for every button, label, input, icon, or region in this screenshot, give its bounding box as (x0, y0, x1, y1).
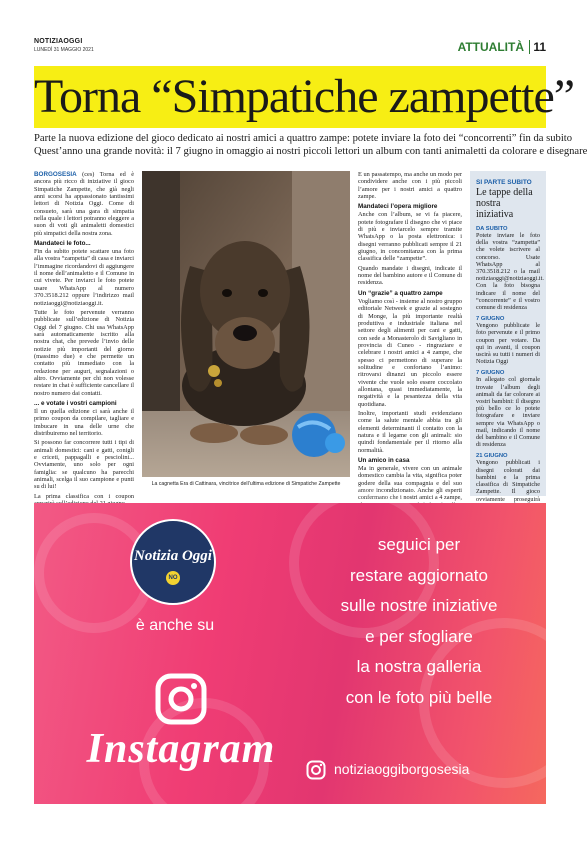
article-paragraph: Anche con l’album, se vi fa piacere, potete fotografare il disegno che vi piace di più e inviarcelo sempre tramite WhatsApp o la posta elettronica: i disegni verranno pubblicati sempre il 21 giugno, in concomitanza con la prima classifica delle “zampette”. (358, 211, 462, 263)
article-paragraph: Quando mandate i disegni, indicate il nome del bambino autore e il Comune di residenza. (358, 264, 462, 287)
sidebar-step-text: In allegato col giornale trovate l’album degli animali da far colorare ai vostri bambini: il disegno più bello ce lo potete fotografare e inviare sempre via WhatsApp o mail, indicando il nome del bambino e il Comune di residenza (476, 376, 540, 449)
ad-message-line: seguici per (377, 535, 461, 554)
page-number: 11 (533, 40, 546, 54)
page-title: Torna “Simpatiche zampette” (34, 70, 575, 123)
article-column-2 (358, 171, 462, 502)
ad-message-line: e per sfogliare (365, 626, 473, 646)
sidebar-step-label: 7 GIUGNO (476, 316, 505, 323)
subheadline-line: Quest’anno una grande novità: il 7 giugno in omaggio ai nostri piccoli lettori un album con tanti animaletti da colorare e disegnare (34, 145, 587, 157)
dog-illustration (142, 171, 350, 477)
logo-badge: NO (166, 571, 180, 585)
notizia-oggi-logo (130, 519, 216, 605)
dog-photo (142, 171, 350, 477)
ad-anche-su: è anche su (135, 617, 215, 634)
article-subheading: Un “grazie” a quattro zampe (358, 289, 443, 297)
photo-caption: La cagnetta Era di Cattinara, vincitrice dell’ultima edizione di Simpatiche Zampette (151, 481, 341, 487)
sidebar-step-text: Vengono pubblicate le foto pervenute e il primo coupon per votare. Da qui in avanti, il coupon uscirà su tutti i numeri di Notizia Oggi (476, 322, 540, 366)
subheadline-line: Parte la nuova edizione del gioco dedicato ai nostri amici a quattro zampe: potete inviare la foto dei “concorrenti” fin da subito (34, 133, 573, 144)
sidebar-step-text: Vengono pubblicati i disegni colorati dai bambini e la prima classifica di Simpatiche Zampette. Il gioco ovviamente proseguirà (476, 459, 540, 503)
sidebar-step-label: DA SUBITO (476, 226, 508, 232)
article-paragraph: Ma in generale, vivere con un animale domestico cambia la vita, significa poter godere della sua compagnia e del suo amore incondizionato. Anche gli esperti confermano che i nostri amici a 4 zampe, (358, 465, 462, 502)
instagram-icon (155, 673, 207, 725)
article-paragraph: Inoltre, importanti studi evidenziano come la salute mentale abbia tra gli elementi determinanti il contatto con la natura e il legame con gli animali: sio quindi fondamentale per il ritorno alla normalità. (358, 409, 462, 454)
sidebar-step-label: 21 GIUGNO (476, 453, 508, 460)
paragraph-text: (ces) Torna ed è ancora più ricco di iniziative il gioco Simpatiche Zampette, che già negli anni scorsi ha appassionato tantissimi lettori di Notizia Oggi. Come di consueto, sarà una gara di simpatia nella quale i lettori potranno eleggere a suon di voti gli animaletti domestici più simpatici della nostra zona. (34, 171, 134, 237)
instagram-handle[interactable]: notiziaoggiborgosesia (334, 761, 470, 777)
article-subheading: ... e votate i vostri campioni (34, 399, 117, 407)
headline-band (34, 66, 575, 128)
section-divider (529, 40, 530, 54)
article-paragraph: La prima classifica con i coupon (34, 492, 134, 500)
ad-message-line: la nostra galleria (356, 657, 482, 676)
article-paragraph: Fin da subito potete scattare una foto alla vostra “zampetta” di casa e inviarci l’immagine ricordandovi di aggiungere il nome dell’animaletto e il Comune in cui vivete. Per inviarci le foto potete usare WhatsApp al numero 370.3518.212 oppure l’indirizzo mail notiziaoggi@notiziaoggi.it. (34, 248, 134, 307)
article-paragraph (34, 171, 134, 237)
publication-name: NOTIZIAOGGI (34, 38, 83, 45)
sidebar-step-text: Potete inviare le foto della vostra “zampetta” che volete iscrivere al concorso. Usate WhatsApp al 370.3518.212 o la mail notiziaoggi@notiziaoggi.it. Con la foto bisogna indicare il nome del “concorrente” e il vostro comune di residenza (476, 232, 544, 312)
section-name: ATTUALITÀ (457, 40, 524, 54)
instagram-wordmark: Instagram (86, 726, 276, 772)
instagram-small-icon (306, 760, 326, 780)
subheadline (34, 133, 587, 158)
sidebar-step-label: 7 GIUGNO (476, 370, 505, 377)
ad-message-line: sulle nostre iniziative (340, 596, 498, 615)
sidebar-kicker: SI PARTE SUBITO (476, 179, 532, 186)
article-subheading: Mandateci le foto... (34, 240, 91, 248)
article-paragraph: Tutte le foto pervenute verranno pubblicate sull’edizione di Notizia Oggi del 7 giugno. Chi usa WhatsApp sarà automaticamente iscritto alla nostra chat, che prevede l’invio delle notizie più importanti del giorno (massimo due) e che permette un contatto più immediato con la redazione per auguri, segnalazioni o altro. Ovviamente per chi non volesse restare in chat è sufficiente cancellare il nostro numero dai contatti. (34, 308, 134, 397)
article-paragraph: E un passatempo, ma anche un modo per condividere anche con i più piccoli l’amore per i nostri amici a quattro zampe. (358, 171, 462, 201)
ad-message (304, 535, 534, 718)
instagram-advertisement (34, 503, 546, 804)
article-paragraph: Si possono far concorrere tutti i tipi di animali domestici: cani e gatti, conigli e criceti, pappagalli e pesciolini... Ovviamente, uno solo per ogni famiglia: se qualcuno ha parecchi animali, scelga il suo campione e punti su di lui! (34, 439, 134, 491)
issue-date: LUNEDÌ 31 MAGGIO 2021 (34, 47, 94, 53)
article-subheading: Un amico in casa (358, 457, 410, 465)
ad-message-line: restare aggiornato (350, 565, 488, 585)
ad-message-line: con le foto più belle (345, 687, 493, 707)
logo-wordmark: Notizia Oggi (134, 548, 212, 564)
article-column-1 (34, 171, 134, 501)
masthead (34, 38, 546, 60)
dateline: BORGOSESIA (34, 171, 77, 178)
article-paragraph: Il un quella edizione ci sarà anche il primo coupon da compilare, tagliare e imbucare in una delle urne che distribuiremo nel territorio. (34, 407, 134, 437)
timeline-sidebar (470, 171, 546, 503)
article-subheading: Mandateci l’opera migliore (358, 203, 438, 211)
article-paragraph: Vogliamo così - insieme al nostro gruppo editoriale Netweek e grazie al sostegno di Monge, la più importante realtà produttiva e industriale italiana nel settore degli alimenti per cani e gatti, con sede a Monasterolo di Savigliano in provincia di Cuneo - ringraziare e celebrare i nostri amici a 4 zampe, che spesso ci permettono di superare la solitudine e confortano l’animo: ritrovarsi dinanzi un piccolo essere vivente che vuole solo essere coccolato allontana, quasi immediatamente, la negatività e la pesantezza della vita quotidiana. (358, 297, 462, 408)
sidebar-title: Le tappe della nostra iniziativa (476, 187, 533, 220)
